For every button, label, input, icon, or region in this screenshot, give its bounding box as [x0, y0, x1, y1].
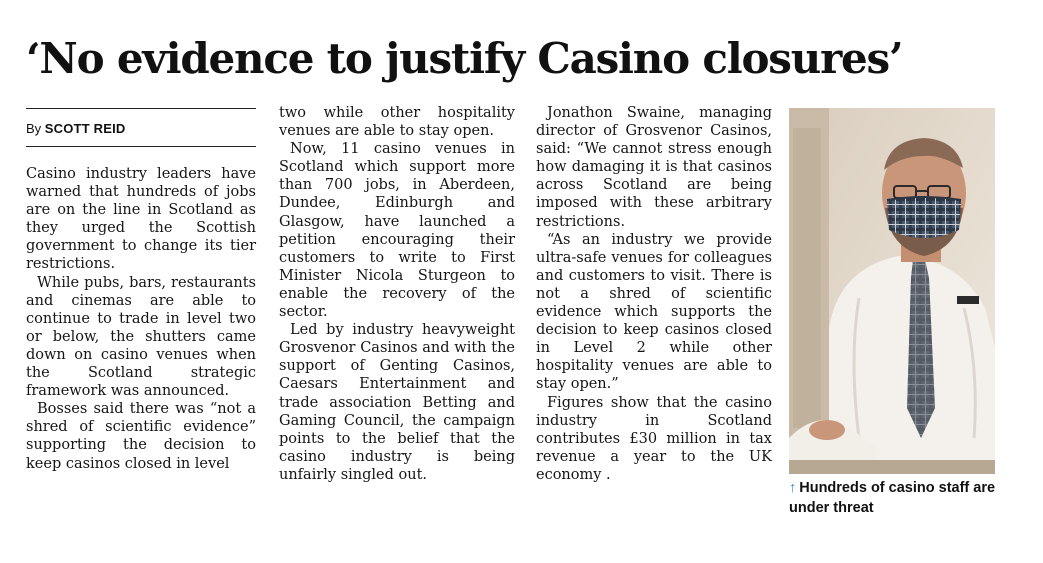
- byline-bottom-rule: [26, 146, 256, 147]
- paragraph: Bosses said there was “not a shred of scientific evidence” supporting the decision to keep casinos closed in level: [26, 401, 256, 472]
- paragraph: While pubs, bars, restaurants and cinemas are able to continue to trade in level two or below, the shutters came down on casino venues when the Scotland strategic framework was announced.: [26, 274, 256, 400]
- byline-prefix: By: [26, 121, 42, 136]
- article-column-2: [279, 104, 515, 484]
- article-column-1: [26, 165, 256, 473]
- paragraph: “As an industry we provide ultra-safe venues for colleagues and customers to visit. There is not a shred of scientific evidence which supports the decision to keep casinos closed in Level 2 while other hospitality venues are able to stay open.”: [536, 231, 772, 393]
- paragraph: Figures show that the casino industry in Scotland contributes £30 million in tax revenue a year to the UK economy .: [536, 394, 772, 483]
- headline: ‘No evidence to justify Casino closures’: [26, 34, 903, 83]
- byline-author: SCOTT REID: [44, 121, 126, 136]
- photo-illustration: [789, 108, 995, 474]
- caption-text: Hundreds of casino staff are under threat: [789, 480, 996, 516]
- paragraph: Led by industry heavyweight Grosvenor Casinos and with the support of Genting Casinos, Caesars Entertainment and trade association Betting and Gaming Council, the campaign points to the belief that the casino industry is being unfairly singled out.: [279, 322, 515, 483]
- paragraph: Casino industry leaders have warned that hundreds of jobs are on the line in Scotland as they urged the Scottish government to change its tier restrictions.: [26, 166, 256, 273]
- paragraph: Jonathon Swaine, managing director of Grosvenor Casinos, said: “We cannot stress enough how damaging it is that casinos across Scotland are being imposed with these arbitrary restrictions.: [536, 105, 772, 230]
- photo-caption: [789, 478, 1019, 518]
- article-column-3: [536, 104, 772, 484]
- byline: [26, 121, 256, 137]
- paragraph: Now, 11 casino venues in Scotland which support more than 700 jobs, in Aberdeen, Dundee, Edinburgh and Glasgow, have launched a petition encouraging their customers to write to First Minister Nicola Sturgeon to enable the recovery of the sector.: [279, 141, 515, 321]
- paragraph: two while other hospitality venues are able to stay open.: [279, 105, 515, 140]
- article-photo: [789, 108, 995, 474]
- byline-top-rule: [26, 108, 256, 109]
- caption-arrow-icon: ↑: [789, 480, 797, 496]
